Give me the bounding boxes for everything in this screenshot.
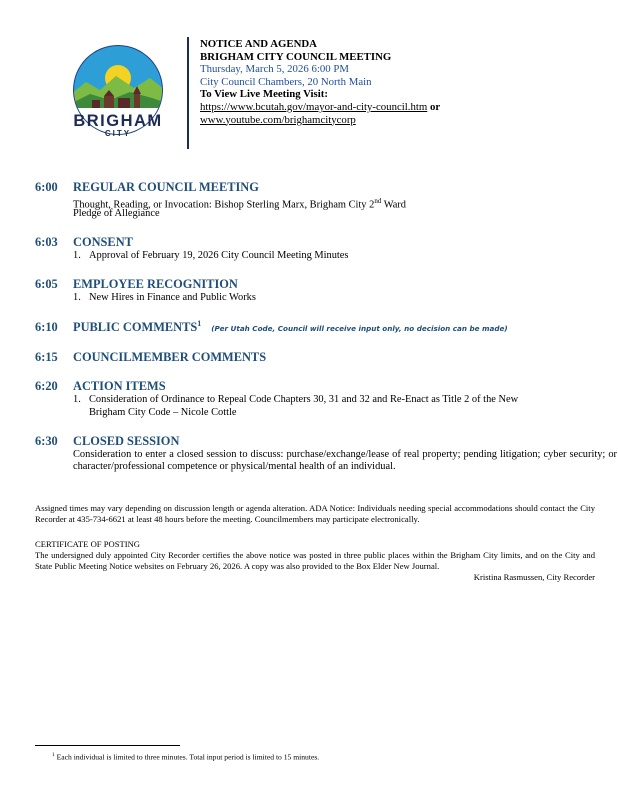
section-time: 6:15 (35, 350, 58, 364)
youtube-link[interactable]: www.youtube.com/brighamcitycorp (200, 113, 356, 126)
section-time: 6:00 (35, 180, 58, 194)
footnote-ref: 1 (197, 319, 202, 328)
closed-session-text: Consideration to enter a closed session to discuss: purchase/exchange/lease of real property; pending litigation; cyber security; or character/professional competence or physical/mental health of an individual. (73, 449, 617, 473)
meeting-name: BRIGHAM CITY COUNCIL MEETING (200, 50, 392, 63)
section-title: REGULAR COUNCIL MEETING (73, 180, 259, 194)
agenda-item: 1. Approval of February 19, 2026 City Council Meeting Minutes (73, 250, 349, 261)
link-or: or (429, 100, 441, 113)
section-title: CLOSED SESSION (73, 434, 180, 448)
section-title: COUNCILMEMBER COMMENTS (73, 350, 267, 364)
section-time: 6:05 (35, 277, 58, 291)
section-time: 6:30 (35, 434, 58, 448)
logo-subname: CITY (104, 129, 132, 138)
view-live-label: To View Live Meeting Visit: (200, 88, 328, 101)
certificate-text: The undersigned duly appointed City Recorder certifies the above notice was posted in three public places within the Brigham City limits, and on the City and State Public Meeting Notice websites on February 26, 2026. A copy was also provided to the Box Elder New Journal. (35, 550, 595, 571)
recorder-signature: Kristina Rasmussen, City Recorder (473, 572, 595, 582)
section-time: 6:10 (35, 320, 58, 334)
notice-header (200, 38, 440, 126)
agenda-item-continued: Brigham City Code – Nicole Cottle (89, 407, 237, 418)
certificate-of-posting (35, 539, 595, 583)
section-title: EMPLOYEE RECOGNITION (73, 277, 238, 291)
section-time: 6:03 (35, 235, 58, 249)
certificate-heading: CERTIFICATE OF POSTING (35, 539, 141, 549)
section-time: 6:20 (35, 379, 58, 393)
meeting-date: Thursday, March 5, 2026 6:00 PM (200, 63, 349, 76)
header-divider (187, 37, 189, 149)
agenda-item: 1. New Hires in Finance and Public Works (73, 292, 256, 303)
ada-notice: Assigned times may vary depending on discussion length or agenda alteration. ADA Notice: Individuals needing special accommodations should contact the City Recorder at 435-734-6621 at least 48 hours before the meeting. Councilmembers may participate electronically. (35, 503, 595, 524)
public-comments-note: (Per Utah Code, Council will receive input only, no decision can be made) (211, 324, 508, 333)
notice-title: NOTICE AND AGENDA (200, 38, 317, 50)
agenda-item: 1. Consideration of Ordinance to Repeal Code Chapters 30, 31 and 32 and Re-Enact as Title 2 of the New (73, 394, 519, 405)
city-council-link[interactable]: https://www.bcutah.gov/mayor-and-city-council.htm (200, 100, 428, 113)
meeting-location: City Council Chambers, 20 North Main (200, 75, 372, 88)
pledge-line: Pledge of Allegiance (73, 208, 160, 219)
section-title: PUBLIC COMMENTS$^1$(Per Utah Code, Council will receive input only, no decision can be made) (73, 319, 508, 334)
logo-wordmark (66, 112, 170, 138)
section-title: CONSENT (73, 235, 133, 249)
footnote-divider (35, 745, 180, 746)
section-title: ACTION ITEMS (73, 379, 166, 393)
footnote: $^1$ Each individual is limited to three minutes. Total input period is limited to 15 minutes. (52, 752, 320, 762)
logo-name: BRIGHAM (73, 112, 163, 130)
invocation-line: Thought, Reading, or Invocation: Bishop Sterling Marx, Brigham City 2nd Ward (73, 197, 406, 211)
